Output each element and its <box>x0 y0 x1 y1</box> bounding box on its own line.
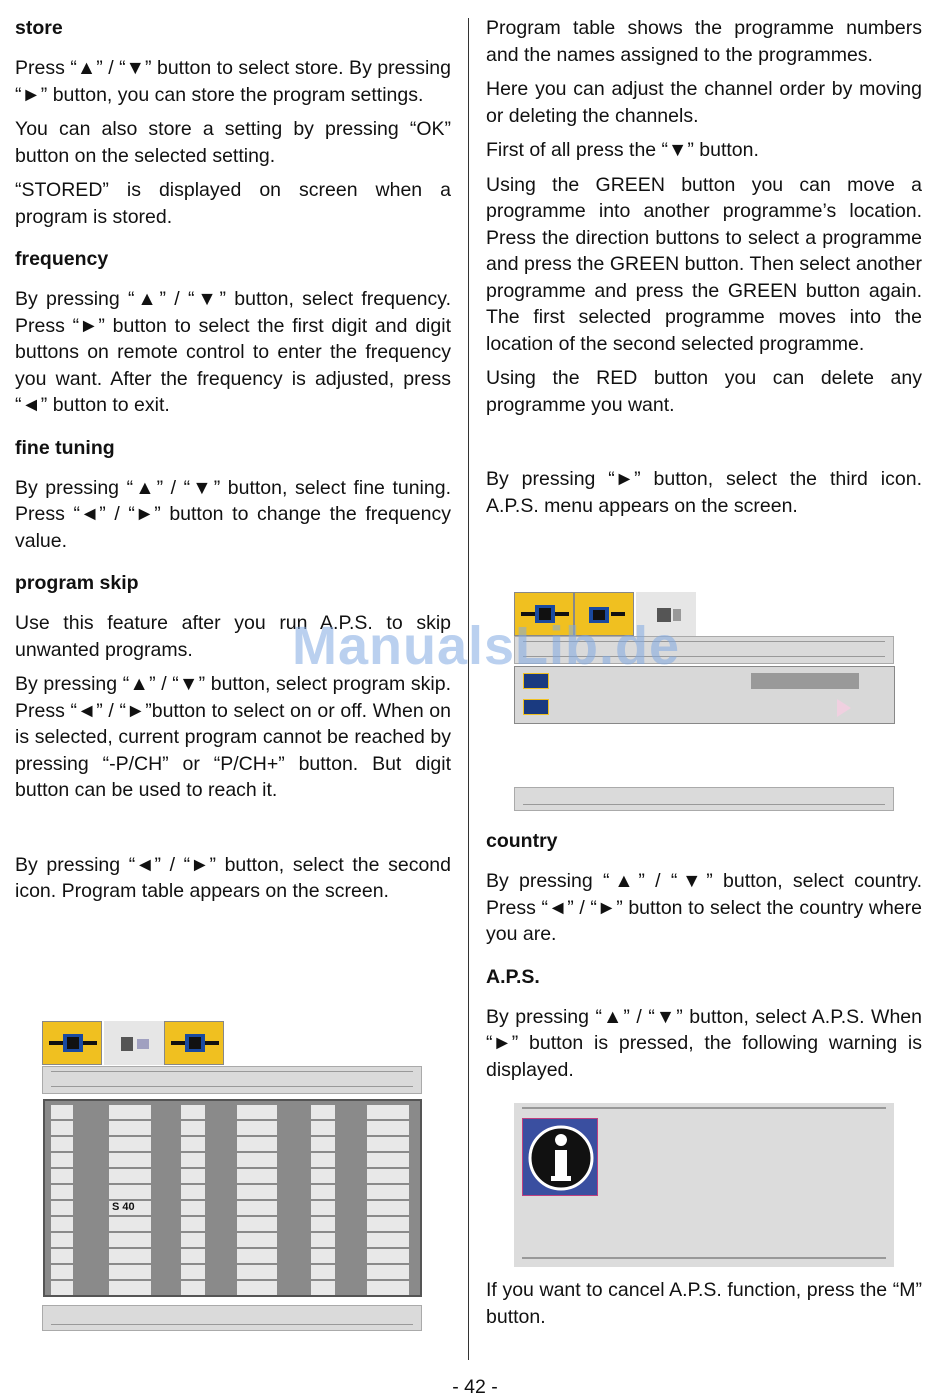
program-table-header-bar <box>42 1066 422 1094</box>
table-cell <box>51 1233 73 1247</box>
table-cell <box>109 1265 151 1279</box>
warning-bottom-line <box>522 1257 886 1259</box>
heading-frequency: frequency <box>15 248 109 270</box>
table-cell <box>237 1137 277 1151</box>
program-skip-paragraph-1: Use this feature after you run A.P.S. to skip unwanted programs. <box>15 612 451 661</box>
table-cell <box>237 1153 277 1167</box>
table-cell <box>181 1265 205 1279</box>
right-paragraph-4: Using the GREEN button you can move a programme into another programme’s location. Press the direction buttons to select a programme and press the GREEN button. Then select another programme and press the GREEN button again. The first selected programme moves into the location of the second selected programme. <box>486 173 922 355</box>
heading-fine-tuning: fine tuning <box>15 436 115 459</box>
aps-search-icon <box>523 699 549 715</box>
program-table-intro: By pressing “◄” / “►” button, select the second icon. Program table appears on the screen. <box>15 853 451 902</box>
program-table-footer-bar <box>42 1305 422 1331</box>
right-column-bottom <box>486 1277 922 1338</box>
column-divider <box>468 18 469 1360</box>
table-cell <box>367 1281 409 1295</box>
table-cell <box>51 1153 73 1167</box>
right-column <box>486 0 922 527</box>
table-cell <box>237 1217 277 1231</box>
table-cell <box>109 1217 151 1231</box>
right-column-lower <box>486 828 922 1091</box>
table-cell <box>51 1137 73 1151</box>
table-cell <box>311 1281 335 1295</box>
country-paragraph: By pressing “▲” / “▼” button, select country. Press “◄” / “►” button to select the country where you are. <box>486 870 922 945</box>
table-cell <box>237 1185 277 1199</box>
page-number: - 42 - <box>452 1376 498 1398</box>
table-cell <box>311 1265 335 1279</box>
table-cell-label: S 40 <box>112 1201 135 1213</box>
info-icon <box>522 1118 598 1196</box>
table-cell <box>51 1249 73 1263</box>
table-cell <box>109 1249 151 1263</box>
table-cell <box>367 1201 409 1215</box>
table-cell <box>237 1169 277 1183</box>
table-cell <box>311 1249 335 1263</box>
table-cell <box>181 1233 205 1247</box>
program-table-grid <box>43 1099 422 1297</box>
heading-store: store <box>15 17 63 39</box>
table-cell <box>51 1121 73 1135</box>
heading-country: country <box>486 830 558 852</box>
table-cell <box>51 1281 73 1295</box>
table-cell <box>367 1169 409 1183</box>
table-cell <box>367 1137 409 1151</box>
table-cell <box>181 1137 205 1151</box>
table-cell <box>51 1185 73 1199</box>
table-cell <box>367 1265 409 1279</box>
program-table-tab-icon <box>104 1021 164 1065</box>
table-cell <box>109 1121 151 1135</box>
right-paragraph-5: Using the RED button you can delete any programme you want. <box>486 367 922 416</box>
table-cell <box>237 1249 277 1263</box>
table-cell <box>181 1281 205 1295</box>
table-cell <box>109 1105 151 1119</box>
heading-aps: A.P.S. <box>486 965 540 988</box>
table-cell <box>311 1201 335 1215</box>
cancel-paragraph: If you want to cancel A.P.S. function, press the “M” button. <box>486 1279 922 1328</box>
table-cell <box>181 1169 205 1183</box>
table-cell <box>367 1105 409 1119</box>
program-skip-paragraph-2: By pressing “▲” / “▼” button, select program skip. Press “◄” / “►”button to select on or off. When on is selected, current program cannot be reached by pressing “-P/CH” or “P/CH+” button. But digit button can be used to reach it. <box>15 673 451 801</box>
table-cell <box>181 1185 205 1199</box>
arrow-right-icon <box>837 699 851 717</box>
table-cell <box>367 1121 409 1135</box>
table-cell <box>109 1233 151 1247</box>
table-cell <box>311 1169 335 1183</box>
table-cell <box>181 1153 205 1167</box>
table-cell <box>367 1153 409 1167</box>
table-cell <box>181 1121 205 1135</box>
table-cell <box>311 1217 335 1231</box>
aps-footer-bar <box>514 787 894 811</box>
table-cell <box>367 1233 409 1247</box>
store-paragraph-2: You can also store a setting by pressing “OK” button on the selected setting. <box>15 118 451 167</box>
table-cell <box>311 1105 335 1119</box>
table-cell <box>367 1217 409 1231</box>
frequency-paragraph: By pressing “▲” / “▼” button, select frequency. Press “►” button to select the first digit and digit buttons on remote control to enter the frequency you want. After the frequency is adjusted, press “◄” button to exit. <box>15 288 451 416</box>
right-paragraph-1: Program table shows the programme numbers and the names assigned to the programmes. <box>486 17 922 66</box>
table-cell <box>109 1137 151 1151</box>
table-cell <box>237 1281 277 1295</box>
fine-tuning-paragraph: By pressing “▲” / “▼” button, select fine tuning. Press “◄” / “►” button to change the frequency value. <box>15 476 451 552</box>
table-cell <box>237 1121 277 1135</box>
aps-paragraph: By pressing “▲” / “▼” button, select A.P.S. When “►” button is pressed, the following warning is displayed. <box>486 1005 922 1081</box>
table-cell <box>311 1153 335 1167</box>
table-cell <box>51 1265 73 1279</box>
table-cell <box>181 1217 205 1231</box>
right-paragraph-2: Here you can adjust the channel order by moving or deleting the channels. <box>486 78 922 127</box>
store-paragraph-3: “STORED” is displayed on screen when a program is stored. <box>15 179 451 228</box>
table-cell <box>237 1105 277 1119</box>
table-cell <box>51 1217 73 1231</box>
aps-warning-panel <box>514 1103 894 1267</box>
warning-top-line <box>522 1107 886 1109</box>
table-cell <box>311 1121 335 1135</box>
store-paragraph-1: Press “▲” / “▼” button to select store. By pressing “►” button, you can store the program settings. <box>15 57 451 106</box>
table-cell <box>109 1185 151 1199</box>
table-cell <box>311 1185 335 1199</box>
table-cell <box>311 1233 335 1247</box>
table-cell <box>51 1105 73 1119</box>
aps-intro: By pressing “►” button, select the third icon. A.P.S. menu appears on the screen. <box>486 468 922 517</box>
table-cell <box>237 1265 277 1279</box>
table-cell <box>51 1169 73 1183</box>
table-cell <box>51 1201 73 1215</box>
country-value-field <box>751 673 859 689</box>
aps-tab-icon <box>164 1021 224 1065</box>
table-cell <box>237 1233 277 1247</box>
heading-program-skip: program skip <box>15 572 139 594</box>
table-cell <box>109 1281 151 1295</box>
table-cell <box>109 1169 151 1183</box>
install-tab-icon <box>42 1021 102 1065</box>
table-cell <box>367 1249 409 1263</box>
table-cell <box>237 1201 277 1215</box>
table-cell <box>367 1185 409 1199</box>
table-cell <box>181 1249 205 1263</box>
right-paragraph-3: First of all press the “▼” button. <box>486 139 759 161</box>
left-column <box>15 0 451 913</box>
table-cell <box>311 1137 335 1151</box>
table-cell <box>181 1105 205 1119</box>
table-cell <box>181 1201 205 1215</box>
table-cell <box>109 1153 151 1167</box>
watermark: ManualsLib.de <box>292 616 681 676</box>
